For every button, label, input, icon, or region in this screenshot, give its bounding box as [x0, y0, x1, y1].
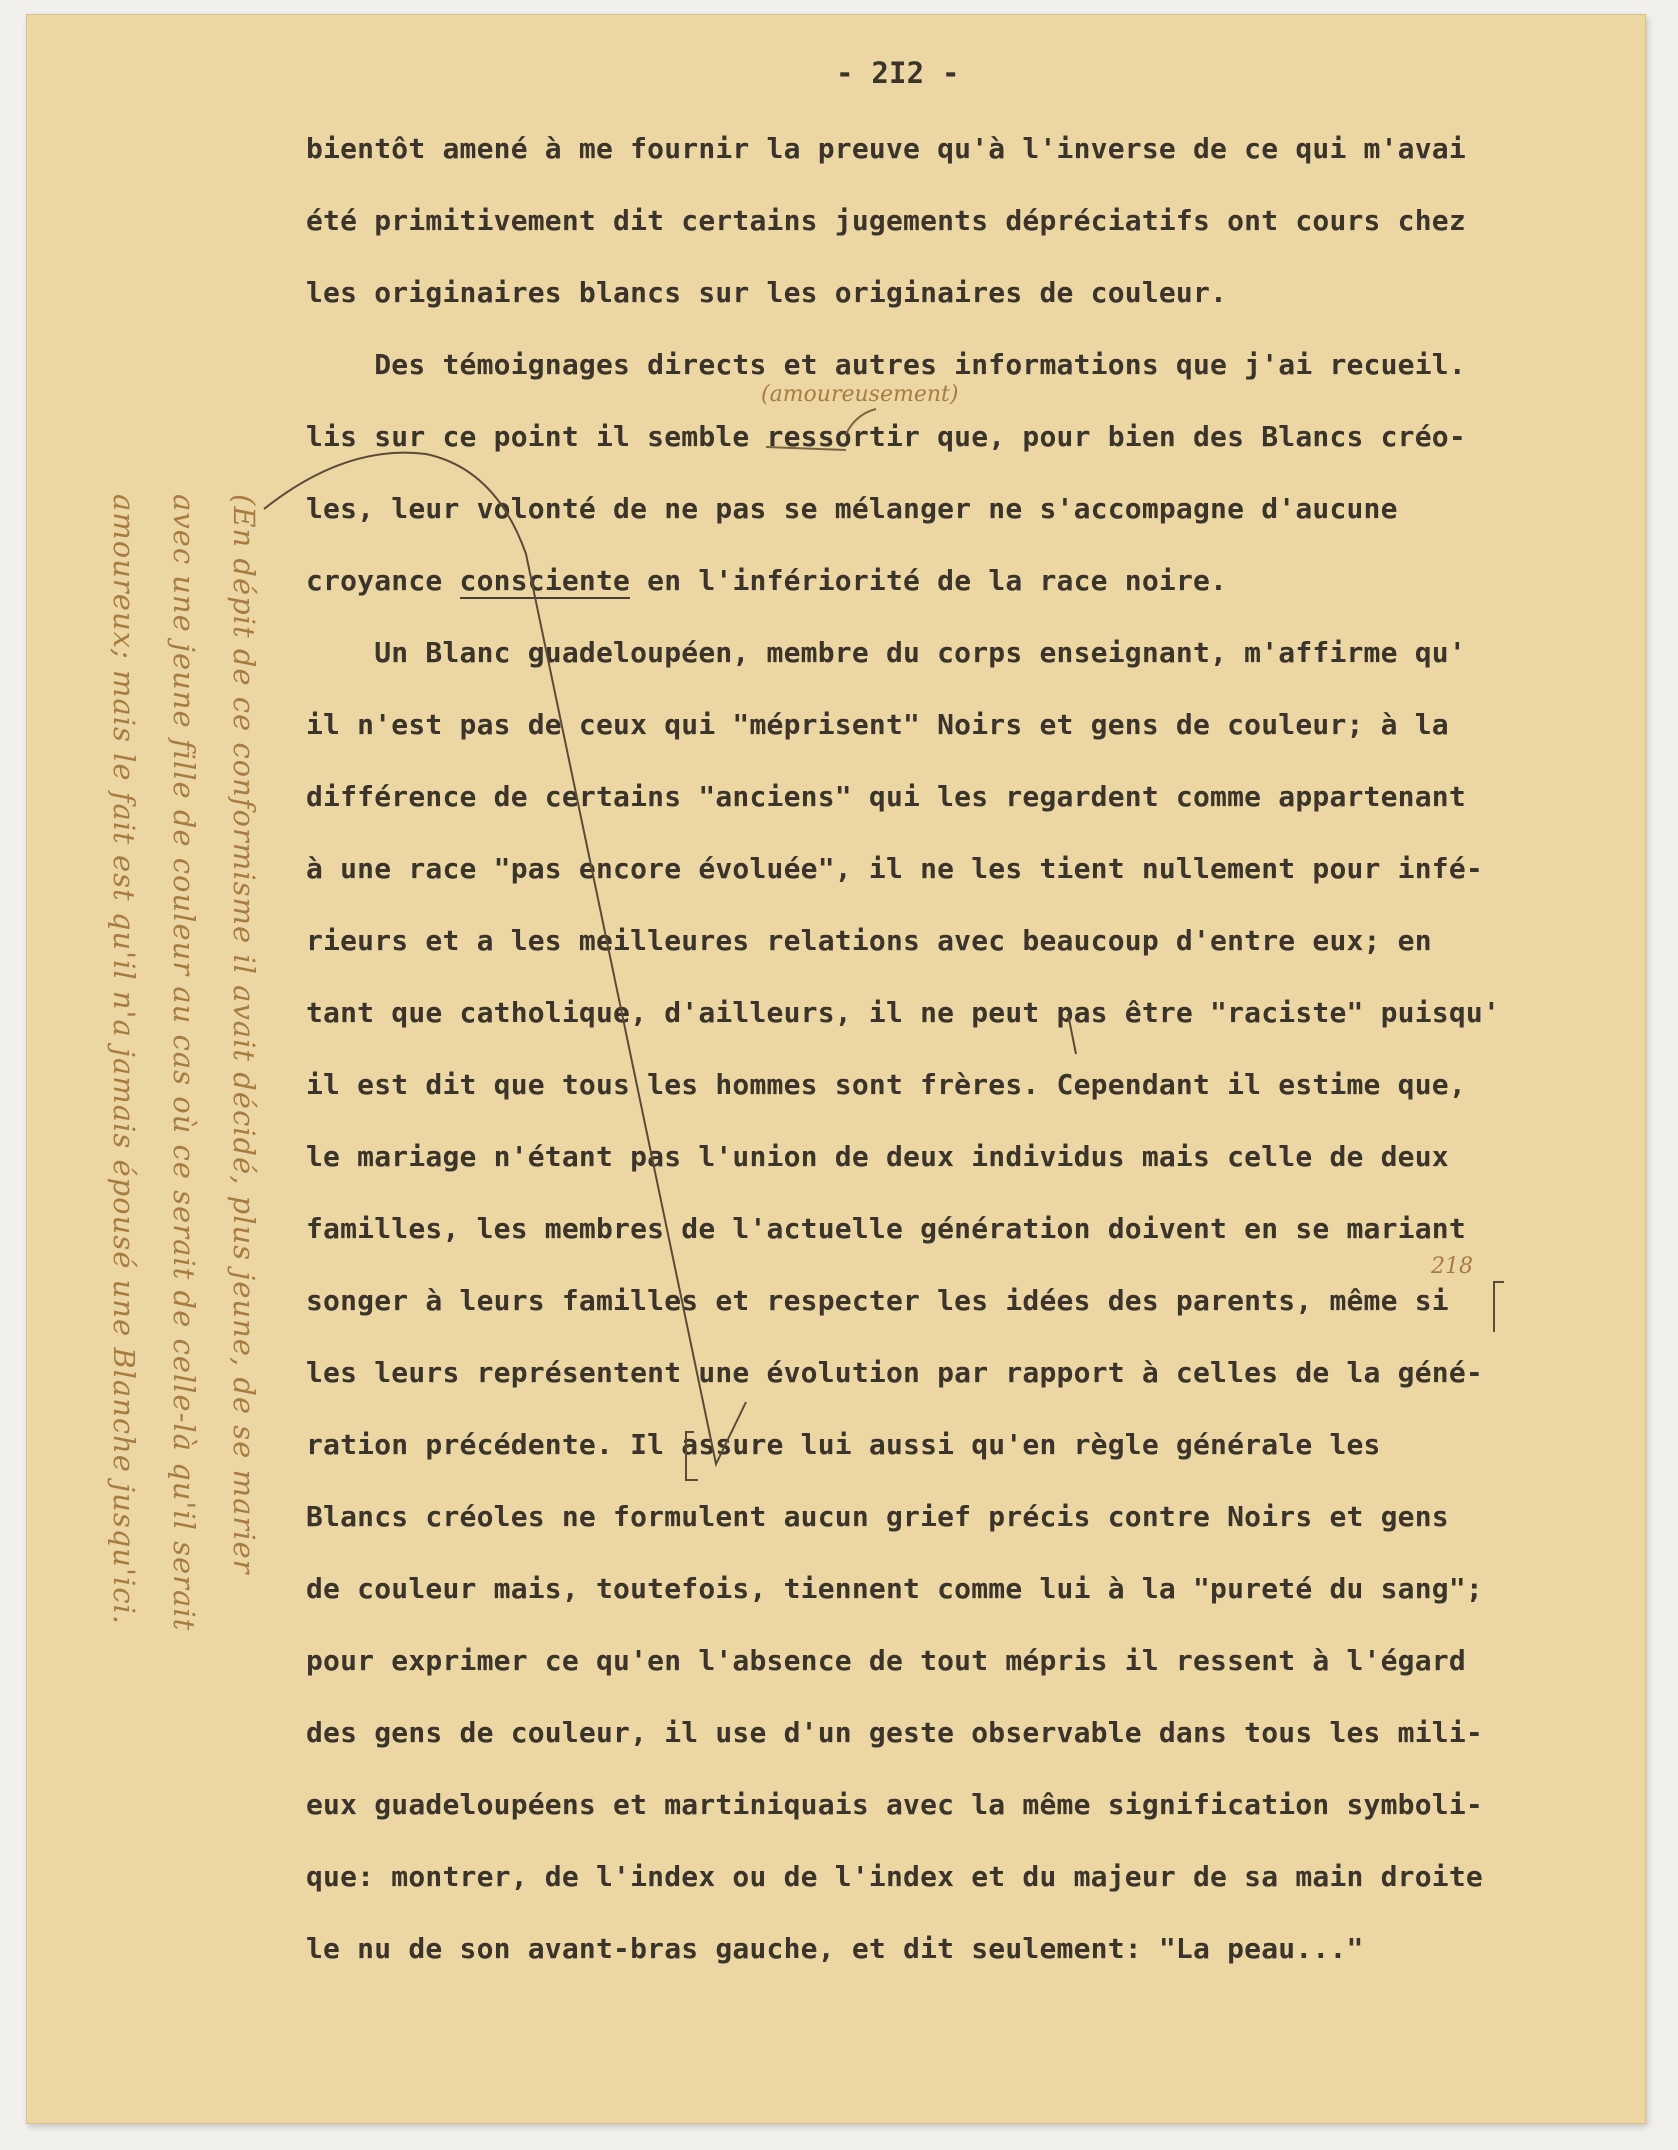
margin-note-line: avec une jeune fille de couleur au cas où ce serait de celle-là qu'il serait: [167, 494, 201, 1632]
handwritten-page-ref: 218: [1431, 1254, 1473, 1279]
text-line: les originaires blancs sur les originaires de couleur.: [306, 276, 1228, 309]
text-line: Un Blanc guadeloupéen, membre du corps enseignant, m'affirme qu': [306, 636, 1466, 669]
text-line: songer à leurs familles et respecter les idées des parents, même si: [306, 1284, 1449, 1317]
bracket-mark: [1494, 1282, 1504, 1332]
text-line: pour exprimer ce qu'en l'absence de tout mépris il ressent à l'égard: [306, 1644, 1466, 1677]
text-line: familles, les membres de l'actuelle génération doivent en se mariant: [306, 1212, 1466, 1245]
margin-note-line: amoureux; mais le fait est qu'il n'a jamais épousé une Blanche jusqu'ici.: [107, 494, 141, 1625]
handwritten-insertion: (amoureusement): [761, 382, 959, 407]
text-line: le nu de son avant-bras gauche, et dit seulement: "La peau...": [306, 1932, 1364, 1965]
margin-note-line: (En dépit de ce conformisme il avait décidé, plus jeune, de se marier: [227, 494, 261, 1575]
text-line-start: croyance: [306, 564, 460, 597]
text-line: été primitivement dit certains jugements dépréciatifs ont cours chez: [306, 204, 1466, 237]
text-line: Des témoignages directs et autres informations que j'ai recueil.: [306, 348, 1466, 381]
text-line: à une race "pas encore évoluée", il ne les tient nullement pour infé-: [306, 852, 1483, 885]
text-line: bientôt amené à me fournir la preuve qu'à l'inverse de ce qui m'avai: [306, 132, 1466, 165]
text-line: il est dit que tous les hommes sont frères. Cependant il estime que,: [306, 1068, 1466, 1101]
text-line: tant que catholique, d'ailleurs, il ne peut pas être "raciste" puisqu': [306, 996, 1501, 1029]
text-line: les leurs représentent une évolution par rapport à celles de la géné-: [306, 1356, 1483, 1389]
text-line: il n'est pas de ceux qui "méprisent" Noirs et gens de couleur; à la: [306, 708, 1449, 741]
text-line: eux guadeloupéens et martiniquais avec la même signification symboli-: [306, 1788, 1483, 1821]
manuscript-page: [26, 14, 1646, 2124]
text-line: de couleur mais, toutefois, tiennent comme lui à la "pureté du sang";: [306, 1572, 1483, 1605]
text-line: que: montrer, de l'index ou de l'index et du majeur de sa main droite: [306, 1860, 1483, 1893]
page-number: - 2I2 -: [836, 56, 960, 90]
text-line: différence de certains "anciens" qui les regardent comme appartenant: [306, 780, 1466, 813]
text-line: les, leur volonté de ne pas se mélanger ne s'accompagne d'aucune: [306, 492, 1398, 525]
text-line: le mariage n'étant pas l'union de deux individus mais celle de deux: [306, 1140, 1449, 1173]
text-line: [306, 564, 1227, 597]
text-line-end: en l'infériorité de la race noire.: [630, 564, 1228, 597]
text-line: lis sur ce point il semble ressortir que, pour bien des Blancs créo-: [306, 420, 1466, 453]
text-line: Blancs créoles ne formulent aucun grief précis contre Noirs et gens: [306, 1500, 1449, 1533]
text-line: rieurs et a les meilleures relations avec beaucoup d'entre eux; en: [306, 924, 1432, 957]
underlined-word: consciente: [459, 564, 631, 597]
text-line: ration précédente. Il assure lui aussi qu'en règle générale les: [306, 1428, 1381, 1461]
text-line: des gens de couleur, il use d'un geste observable dans tous les mili-: [306, 1716, 1483, 1749]
